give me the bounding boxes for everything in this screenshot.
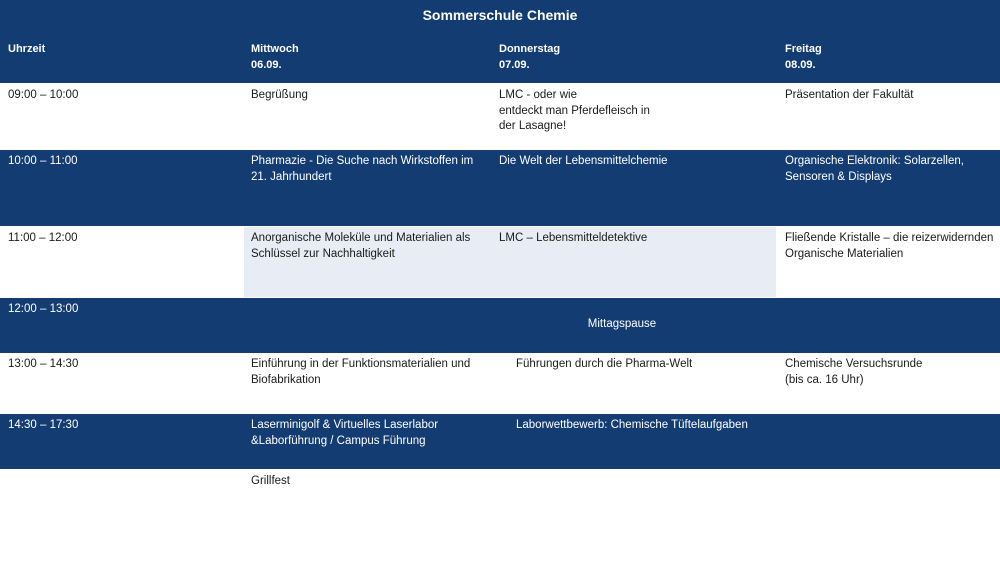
time-cell: 13:00 – 14:30 <box>8 358 79 370</box>
time-cell: 10:00 – 11:00 <box>8 155 78 167</box>
row-band-1430 <box>0 414 1000 469</box>
session-line: Organische Materialien <box>785 247 904 260</box>
session-do <box>499 231 647 247</box>
header-day-do <box>499 42 560 73</box>
session-line: Begrüßung <box>251 89 308 101</box>
session-line: Präsentation der Fakultät <box>785 89 914 101</box>
session-line: LMC - oder wie <box>499 89 577 101</box>
session-do <box>516 418 748 434</box>
session-line: Schlüssel zur Nachhaltigkeit <box>251 247 395 260</box>
session-do <box>499 88 650 135</box>
time-cell: 12:00 – 13:00 <box>8 303 79 315</box>
session-line: LMC – Lebensmitteldetektive <box>499 232 648 244</box>
session-line: entdeckt man Pferdefleisch in <box>499 104 650 117</box>
session-line: Anorganische Moleküle und Materialien als <box>251 232 471 244</box>
session-line: Die Welt der Lebensmittelchemie <box>499 155 668 167</box>
header-day-fr <box>785 42 822 73</box>
time-cell: 11:00 – 12:00 <box>8 232 78 244</box>
session-mi <box>251 231 470 262</box>
session-line: Pharmazie - Die Suche nach Wirkstoffen im <box>251 155 474 167</box>
session-fr <box>785 154 964 185</box>
session-line: Laserminigolf & Virtuelles Laserlabor <box>251 419 439 431</box>
header-day-date: 07.09. <box>499 58 530 71</box>
session-line: Führungen durch die Pharma-Welt <box>516 358 693 370</box>
session-line: (bis ca. 16 Uhr) <box>785 373 864 386</box>
session-mi <box>251 154 473 185</box>
session-fr <box>785 357 922 388</box>
time-cell: 09:00 – 10:00 <box>8 89 79 101</box>
row-band-12 <box>0 298 1000 353</box>
session-line: 21. Jahrhundert <box>251 170 332 183</box>
header-time: Uhrzeit <box>8 43 46 55</box>
session-fr <box>785 88 914 104</box>
session-line: Laborwettbewerb: Chemische Tüftelaufgaben <box>516 419 748 431</box>
header-day-mi <box>251 42 299 73</box>
page-title: Sommerschule Chemie <box>422 7 578 23</box>
session-mi <box>251 474 290 490</box>
session-line: Biofabrikation <box>251 373 321 386</box>
session-line: Sensoren & Displays <box>785 170 892 183</box>
session-mi <box>251 88 308 104</box>
header-day-name: Donnerstag <box>499 43 561 55</box>
time-cell: 14:30 – 17:30 <box>8 419 79 431</box>
session-mi <box>251 357 470 388</box>
header-day-name: Freitag <box>785 43 822 55</box>
session-fr <box>785 231 993 262</box>
session-line: Chemische Versuchsrunde <box>785 358 923 370</box>
session-line: &Laborführung / Campus Führung <box>251 434 426 447</box>
session-do <box>499 154 668 170</box>
lunch-break: Mittagspause <box>587 318 657 330</box>
session-do <box>516 357 692 373</box>
header-day-date: 06.09. <box>251 58 282 71</box>
header-day-name: Mittwoch <box>251 43 299 55</box>
session-line: Organische Elektronik: Solarzellen, <box>785 155 964 167</box>
header-day-date: 08.09. <box>785 58 816 71</box>
session-line: Fließende Kristalle – die reizerwidernden <box>785 232 994 244</box>
session-mi <box>251 418 438 449</box>
session-line: der Lasagne! <box>499 120 567 132</box>
session-line: Grillfest <box>251 475 290 487</box>
session-line: Einführung in der Funktionsmaterialien und <box>251 358 471 370</box>
